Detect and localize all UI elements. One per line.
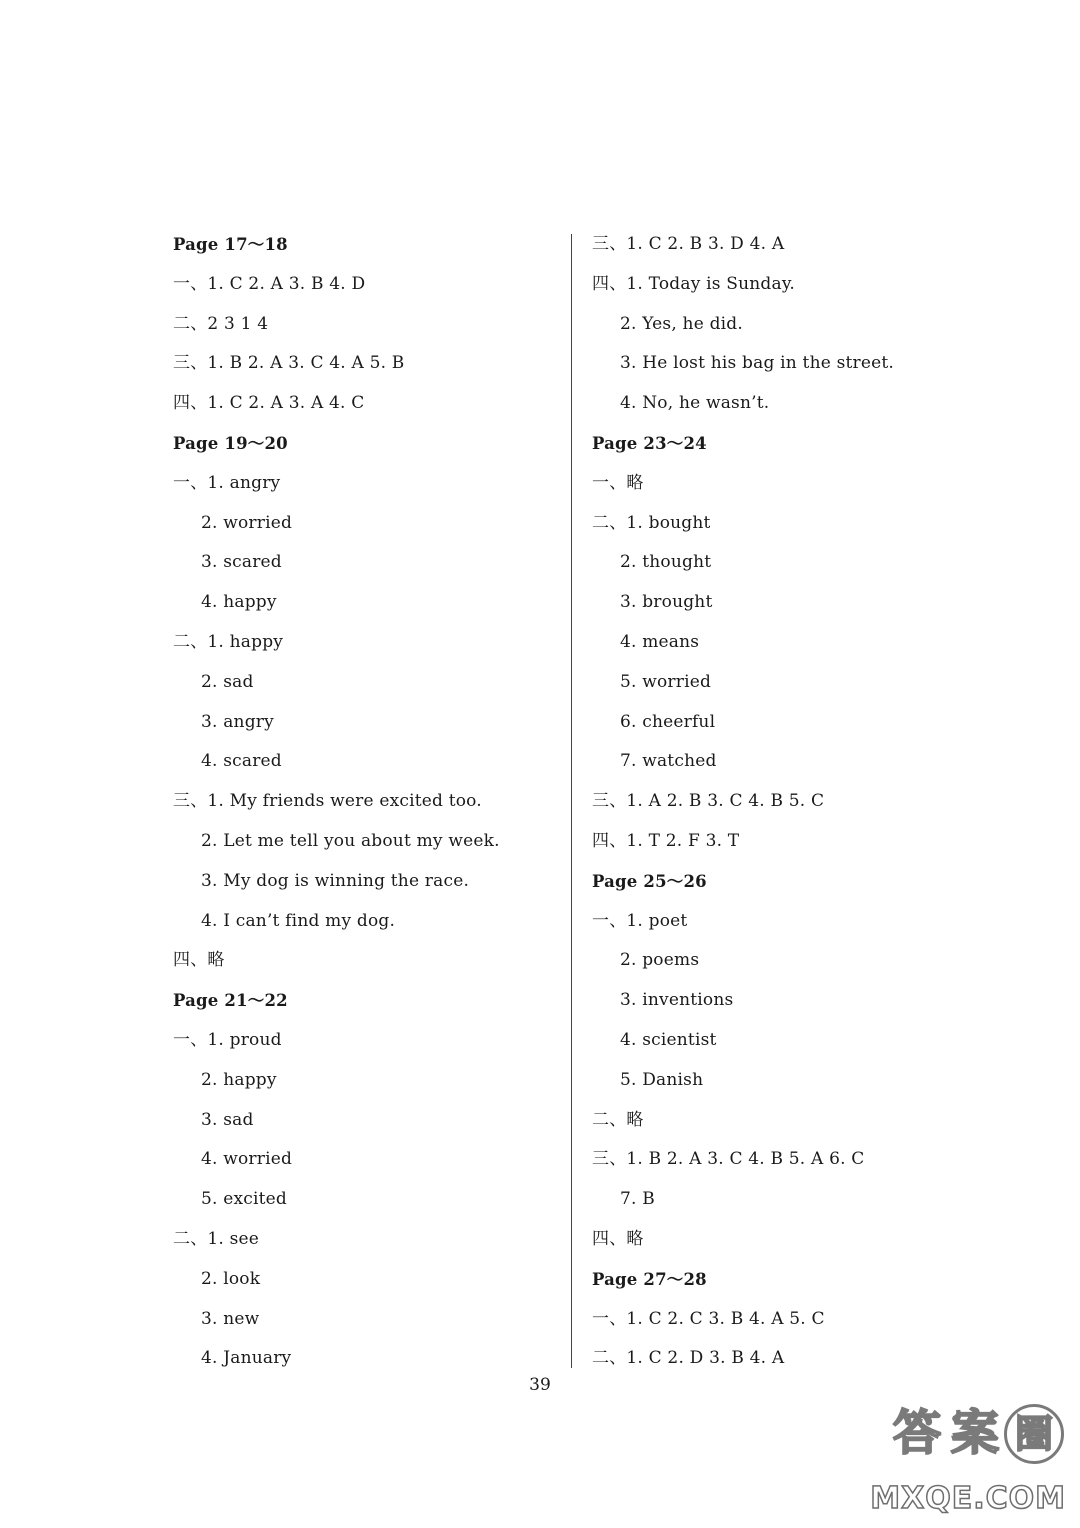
left-column — [173, 225, 558, 1379]
section-heading: Page 17～18 — [173, 235, 288, 254]
answer-line: 3. scared — [201, 552, 282, 573]
right-column — [592, 225, 1022, 1379]
answer-line: 2. worried — [201, 512, 293, 533]
answer-line: 四、1. Today is Sunday. — [592, 273, 795, 294]
answer-line: 二、1. happy — [173, 631, 284, 652]
answer-line: 3. angry — [201, 711, 274, 732]
answer-line: 4. I can’t find my dog. — [201, 910, 396, 931]
answer-line: 3. My dog is winning the race. — [201, 870, 470, 891]
section-heading: Page 27～28 — [592, 1269, 707, 1289]
answer-line: 四、1. C 2. A 3. A 4. C — [173, 393, 365, 414]
page-number: 39 — [529, 1375, 551, 1395]
answer-line: 3. He lost his bag in the street. — [620, 353, 895, 374]
answer-line: 4. scared — [201, 751, 282, 772]
answer-line: 一、1. C 2. C 3. B 4. A 5. C — [592, 1308, 825, 1329]
answer-line: 一、1. C 2. A 3. B 4. D — [173, 273, 366, 294]
answer-line: 2. thought — [620, 552, 712, 573]
watermark-char-1: 答 — [892, 1405, 941, 1461]
answer-line: 4. scientist — [620, 1029, 717, 1050]
answer-line: 三、1. B 2. A 3. C 4. A 5. B — [173, 353, 405, 374]
answer-line: 三、1. A 2. B 3. C 4. B 5. C — [592, 791, 825, 812]
answer-line: 二、2 3 1 4 — [173, 313, 269, 334]
answer-line: 二、1. C 2. D 3. B 4. A — [592, 1348, 785, 1369]
answer-line: 4. means — [620, 631, 700, 652]
answer-line: 三、1. My friends were excited too. — [173, 791, 482, 812]
column-divider — [571, 234, 572, 1368]
answer-line: 4. No, he wasn’t. — [620, 393, 770, 414]
answer-line: 2. poems — [620, 950, 700, 971]
answer-line: 2. happy — [201, 1069, 277, 1090]
answer-line: 5. Danish — [620, 1069, 704, 1090]
answer-line: 4. happy — [201, 592, 277, 613]
answer-line: 一、1. proud — [173, 1029, 282, 1050]
answer-line: 7. B — [620, 1189, 655, 1210]
answer-line: 三、1. B 2. A 3. C 4. B 5. A 6. C — [592, 1149, 865, 1170]
answer-line: 4. worried — [201, 1149, 293, 1170]
answer-line: 5. worried — [620, 671, 712, 692]
answer-line: 3. inventions — [620, 990, 734, 1011]
answer-line: 三、1. C 2. B 3. D 4. A — [592, 234, 785, 254]
section-heading: Page 19～20 — [173, 433, 288, 453]
answer-line: 二、1. bought — [592, 512, 711, 533]
answer-line: 2. sad — [201, 671, 254, 692]
answer-line: 7. watched — [620, 751, 717, 772]
watermark-char-3: 圈 — [1004, 1404, 1064, 1464]
watermark-char-2: 案 — [950, 1405, 999, 1461]
section-heading: Page 21～22 — [173, 991, 288, 1011]
answer-line: 2. Let me tell you about my week. — [201, 830, 500, 851]
answer-line: 2. look — [201, 1268, 261, 1289]
answer-line: 一、1. angry — [173, 472, 281, 493]
section-heading: Page 23～24 — [592, 433, 707, 453]
answer-line: 一、略 — [592, 472, 644, 493]
answer-line: 3. new — [201, 1308, 260, 1329]
watermark-url: MXQE.COM — [870, 1481, 1066, 1516]
answer-line: 5. excited — [201, 1189, 288, 1210]
section-heading: Page 25～26 — [592, 871, 707, 891]
answer-line: 6. cheerful — [620, 711, 716, 732]
answer-line: 四、略 — [173, 950, 225, 971]
watermark-logo — [866, 1402, 1066, 1522]
answer-line: 二、1. see — [173, 1228, 260, 1249]
answer-line: 4. January — [201, 1348, 292, 1369]
answer-line: 2. Yes, he did. — [620, 313, 743, 334]
answer-line: 四、1. T 2. F 3. T — [592, 830, 740, 851]
answer-line: 3. brought — [620, 592, 713, 613]
answer-line: 二、略 — [592, 1109, 644, 1130]
answer-line: 四、略 — [592, 1228, 644, 1249]
answer-line: 3. sad — [201, 1109, 254, 1130]
answer-line: 一、1. poet — [592, 910, 688, 931]
